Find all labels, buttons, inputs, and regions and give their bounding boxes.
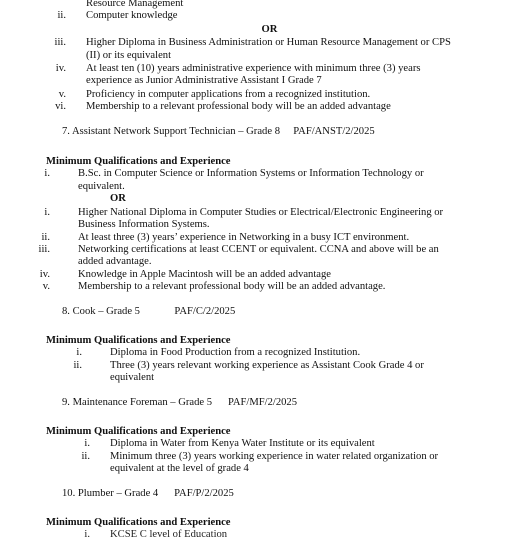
position-7 (0, 126, 521, 294)
list-item-number: iii. (38, 243, 50, 255)
list-item (0, 232, 521, 244)
list-item-text: Higher Diploma in Business Administration or Human Resource Management or CPS (II) or its equivalent (86, 37, 451, 61)
list-item (0, 37, 461, 62)
list-item (0, 168, 453, 193)
list-item-text: At least three (3) years’ experience in Networking in a busy ICT environment. (78, 231, 410, 243)
list-item-text: Higher National Diploma in Computer Studies or Electrical/Electronic Engineering or Business Information Systems. (78, 206, 444, 231)
section-heading: Minimum Qualifications and Experience (46, 156, 231, 168)
list-item-text: Diploma in Food Production from a recognized Institution. (110, 347, 361, 359)
list-item (0, 451, 450, 476)
section-heading: Minimum Qualifications and Experience (46, 334, 231, 346)
list-item-number: ii. (73, 359, 82, 371)
list-item-number: ii. (57, 10, 66, 22)
list-item-text: Membership to a relevant professional body will be an added advantage. (78, 281, 386, 293)
position-ref: PAF/P/2/2025 (174, 487, 234, 499)
list-item-number: i. (44, 206, 50, 218)
list-item-text: Proficiency in computer applications from a recognized institution. (86, 88, 371, 100)
list-item-number: i. (84, 529, 90, 541)
or-separator: OR (261, 23, 278, 35)
list-item-number: v. (42, 281, 50, 293)
position-ref: PAF/C/2/2025 (174, 305, 236, 317)
or-separator: OR (110, 193, 126, 205)
section-heading: Minimum Qualifications and Experience (46, 517, 231, 528)
previous-position-qualifications (0, 0, 521, 114)
list-item (0, 347, 521, 359)
position-10 (0, 488, 521, 542)
position-number: 8. (62, 305, 70, 317)
position-ref: PAF/MF/2/2025 (227, 396, 298, 408)
list-item-number: vi. (55, 101, 66, 113)
list-item-number: iii. (54, 37, 66, 49)
list-item-text: Computer knowledge (86, 10, 178, 22)
list-item (0, 63, 441, 88)
position-title-line (0, 306, 521, 318)
list-item-text: Minimum three (3) years working experience in water related organization or equivalent at the level of grade 4 (110, 450, 439, 475)
position-title: Cook – Grade 5 (72, 305, 140, 317)
position-title-line (0, 488, 521, 500)
list-item (0, 269, 521, 281)
list-item-text: At least ten (10) years administrative experience with minimum three (3) years experience as Junior Administrative Assistant I Grade 7 (86, 63, 421, 87)
position-number: 9. (62, 396, 70, 408)
list-item (0, 360, 440, 385)
list-item (0, 207, 458, 232)
list-item-number: iv. (55, 63, 66, 75)
list-item (0, 529, 521, 541)
list-item (0, 10, 521, 22)
list-item (0, 281, 521, 293)
list-item-number: i. (76, 347, 82, 359)
list-item-text: B.Sc. in Computer Science or Information Systems or Information Technology or equivalent. (78, 168, 424, 192)
position-number: 7. (62, 125, 70, 137)
position-9 (0, 397, 521, 476)
list-item-number: v. (58, 88, 66, 100)
list-item-text: Membership to a relevant professional body will be an added advantage (86, 101, 391, 113)
position-title-line (0, 126, 521, 138)
position-ref: PAF/ANST/2/2025 (293, 125, 375, 137)
section-heading: Minimum Qualifications and Experience (46, 425, 231, 437)
list-item (0, 101, 521, 113)
list-item-text: KCSE C level of Education (110, 529, 228, 541)
position-8 (0, 306, 521, 385)
list-item-number: iv. (39, 268, 50, 280)
list-item-number: ii. (41, 231, 50, 243)
list-item-number: i. (44, 168, 50, 180)
list-item (0, 89, 521, 101)
position-number: 10. (62, 487, 76, 499)
position-title: Assistant Network Support Technician – Grade 8 (72, 125, 280, 137)
position-title-line (0, 397, 521, 409)
list-item-text: Networking certifications at least CCENT or equivalent. CCNA and above will be an added advantage. (78, 243, 439, 268)
list-item-text: Diploma in Water from Kenya Water Institute or its equivalent (110, 438, 375, 450)
list-item (0, 0, 521, 10)
list-item-number: i. (84, 438, 90, 450)
list-item-text: Resource Management (86, 0, 184, 9)
position-title: Plumber – Grade 4 (77, 487, 159, 499)
list-item-text: Three (3) years relevant working experience as Assistant Cook Grade 4 or equivalent (110, 359, 424, 384)
list-item-text: Knowledge in Apple Macintosh will be an added advantage (78, 268, 332, 280)
list-item (0, 438, 521, 450)
list-item (0, 244, 458, 269)
list-item-number: ii. (81, 450, 90, 462)
position-title: Maintenance Foreman – Grade 5 (72, 396, 213, 408)
